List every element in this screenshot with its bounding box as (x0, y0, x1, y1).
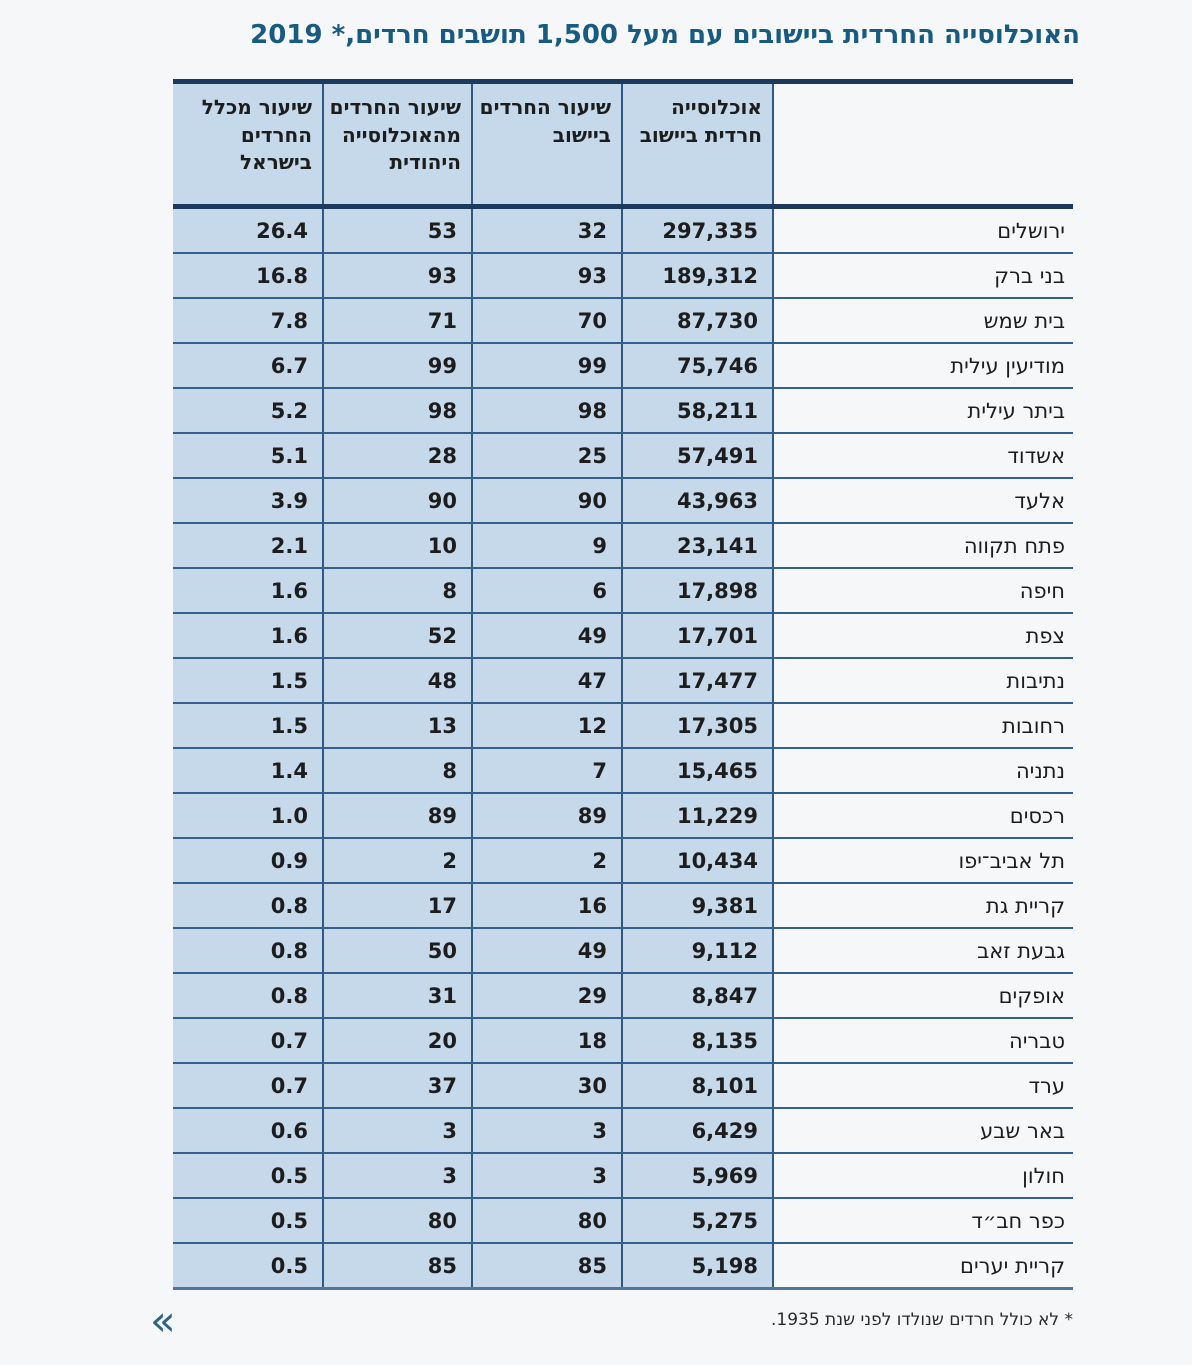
table-row (173, 883, 1073, 928)
table-row (173, 1018, 1073, 1063)
pct-city-value: 12 (472, 703, 622, 748)
pct-israel-value: 0.5 (173, 1198, 323, 1243)
table-row (173, 298, 1073, 343)
header-pct-israel: שיעור מכלל החרדים בישראל (173, 82, 323, 207)
city-name: חיפה (773, 568, 1073, 613)
pct-jewish-value: 85 (323, 1243, 472, 1289)
population-value: 43,963 (622, 478, 773, 523)
pct-jewish-value: 13 (323, 703, 472, 748)
pct-city-value: 2 (472, 838, 622, 883)
table-row (173, 253, 1073, 298)
population-value: 5,969 (622, 1153, 773, 1198)
city-name: נתיבות (773, 658, 1073, 703)
population-value: 23,141 (622, 523, 773, 568)
pct-israel-value: 0.9 (173, 838, 323, 883)
pct-city-value: 18 (472, 1018, 622, 1063)
population-value: 87,730 (622, 298, 773, 343)
population-value: 297,335 (622, 207, 773, 254)
footer (150, 1296, 1073, 1346)
header-pct-city: שיעור החרדים ביישוב (472, 82, 622, 207)
population-value: 8,135 (622, 1018, 773, 1063)
pct-israel-value: 3.9 (173, 478, 323, 523)
pct-jewish-value: 99 (323, 343, 472, 388)
pct-city-value: 25 (472, 433, 622, 478)
pct-city-value: 3 (472, 1153, 622, 1198)
pct-jewish-value: 20 (323, 1018, 472, 1063)
city-name: חולון (773, 1153, 1073, 1198)
population-value: 9,112 (622, 928, 773, 973)
table-row (173, 928, 1073, 973)
pct-jewish-value: 8 (323, 568, 472, 613)
header-population: אוכלוסייה חרדית ביישוב (622, 82, 773, 207)
pct-jewish-value: 93 (323, 253, 472, 298)
pct-jewish-value: 98 (323, 388, 472, 433)
population-value: 10,434 (622, 838, 773, 883)
population-value: 75,746 (622, 343, 773, 388)
pct-israel-value: 0.5 (173, 1153, 323, 1198)
city-name: כפר חב״ד (773, 1198, 1073, 1243)
pct-city-value: 80 (472, 1198, 622, 1243)
city-name: גבעת זאב (773, 928, 1073, 973)
pct-city-value: 99 (472, 343, 622, 388)
pct-city-value: 49 (472, 928, 622, 973)
pct-israel-value: 0.6 (173, 1108, 323, 1153)
pct-jewish-value: 37 (323, 1063, 472, 1108)
page-title: האוכלוסייה החרדית ביישובים עם מעל 1,500 תושבים חרדים,* 2019 (250, 20, 1080, 50)
city-name: ירושלים (773, 207, 1073, 254)
pct-city-value: 16 (472, 883, 622, 928)
city-name: טבריה (773, 1018, 1073, 1063)
pct-jewish-value: 2 (323, 838, 472, 883)
pct-israel-value: 16.8 (173, 253, 323, 298)
pct-city-value: 98 (472, 388, 622, 433)
city-name: ביתר עילית (773, 388, 1073, 433)
city-name: באר שבע (773, 1108, 1073, 1153)
pct-jewish-value: 71 (323, 298, 472, 343)
pct-city-value: 89 (472, 793, 622, 838)
table-row (173, 748, 1073, 793)
pct-israel-value: 1.5 (173, 703, 323, 748)
population-value: 17,701 (622, 613, 773, 658)
pct-city-value: 7 (472, 748, 622, 793)
population-value: 8,101 (622, 1063, 773, 1108)
pct-jewish-value: 8 (323, 748, 472, 793)
pct-israel-value: 2.1 (173, 523, 323, 568)
pct-city-value: 90 (472, 478, 622, 523)
population-value: 5,198 (622, 1243, 773, 1289)
city-name: קריית גת (773, 883, 1073, 928)
pct-israel-value: 6.7 (173, 343, 323, 388)
table-row (173, 703, 1073, 748)
city-name: רחובות (773, 703, 1073, 748)
pct-jewish-value: 10 (323, 523, 472, 568)
pct-city-value: 47 (472, 658, 622, 703)
population-value: 9,381 (622, 883, 773, 928)
pct-jewish-value: 3 (323, 1153, 472, 1198)
pct-city-value: 29 (472, 973, 622, 1018)
pct-city-value: 32 (472, 207, 622, 254)
pct-jewish-value: 89 (323, 793, 472, 838)
pct-israel-value: 0.8 (173, 973, 323, 1018)
table-row (173, 1063, 1073, 1108)
pct-israel-value: 1.5 (173, 658, 323, 703)
city-name: אלעד (773, 478, 1073, 523)
pct-jewish-value: 90 (323, 478, 472, 523)
city-name: רכסים (773, 793, 1073, 838)
city-name: נתניה (773, 748, 1073, 793)
pct-israel-value: 0.8 (173, 928, 323, 973)
table-row (173, 1108, 1073, 1153)
pct-city-value: 93 (472, 253, 622, 298)
pct-israel-value: 5.2 (173, 388, 323, 433)
table-row (173, 568, 1073, 613)
pct-jewish-value: 3 (323, 1108, 472, 1153)
population-value: 17,477 (622, 658, 773, 703)
pct-city-value: 85 (472, 1243, 622, 1289)
pct-israel-value: 0.8 (173, 883, 323, 928)
city-name: מודיעין עילית (773, 343, 1073, 388)
table-row (173, 523, 1073, 568)
population-value: 17,898 (622, 568, 773, 613)
table-row (173, 973, 1073, 1018)
city-name: ערד (773, 1063, 1073, 1108)
population-value: 11,229 (622, 793, 773, 838)
pct-jewish-value: 52 (323, 613, 472, 658)
pct-israel-value: 1.6 (173, 568, 323, 613)
pct-jewish-value: 17 (323, 883, 472, 928)
pct-israel-value: 26.4 (173, 207, 323, 254)
city-name: פתח תקווה (773, 523, 1073, 568)
city-name: בית שמש (773, 298, 1073, 343)
pct-israel-value: 0.7 (173, 1063, 323, 1108)
table-row (173, 388, 1073, 433)
city-name: קריית יערים (773, 1243, 1073, 1289)
haredi-population-table (173, 79, 1073, 1290)
table-row (173, 207, 1073, 254)
pct-israel-value: 5.1 (173, 433, 323, 478)
table-row (173, 433, 1073, 478)
pct-israel-value: 1.0 (173, 793, 323, 838)
pct-jewish-value: 80 (323, 1198, 472, 1243)
pct-city-value: 3 (472, 1108, 622, 1153)
pct-israel-value: 7.8 (173, 298, 323, 343)
pct-city-value: 6 (472, 568, 622, 613)
table-row (173, 343, 1073, 388)
population-value: 189,312 (622, 253, 773, 298)
population-value: 15,465 (622, 748, 773, 793)
city-name: צפת (773, 613, 1073, 658)
back-chevron-icon[interactable]: « (150, 1296, 176, 1346)
table-row (173, 1153, 1073, 1198)
header-row (173, 82, 1073, 207)
pct-jewish-value: 28 (323, 433, 472, 478)
population-value: 5,275 (622, 1198, 773, 1243)
footnote: * לא כולל חרדים שנולדו לפני שנת 1935. (770, 1310, 1073, 1331)
pct-jewish-value: 48 (323, 658, 472, 703)
pct-jewish-value: 50 (323, 928, 472, 973)
pct-jewish-value: 53 (323, 207, 472, 254)
pct-city-value: 30 (472, 1063, 622, 1108)
pct-jewish-value: 31 (323, 973, 472, 1018)
pct-israel-value: 0.5 (173, 1243, 323, 1289)
population-value: 6,429 (622, 1108, 773, 1153)
population-value: 58,211 (622, 388, 773, 433)
pct-city-value: 49 (472, 613, 622, 658)
pct-city-value: 70 (472, 298, 622, 343)
pct-israel-value: 0.7 (173, 1018, 323, 1063)
table-row (173, 793, 1073, 838)
header-city (773, 82, 1073, 207)
pct-israel-value: 1.6 (173, 613, 323, 658)
city-name: אופקים (773, 973, 1073, 1018)
table-row (173, 478, 1073, 523)
header-pct-jewish: שיעור החרדים מהאוכלוסייה היהודית (323, 82, 472, 207)
pct-city-value: 9 (472, 523, 622, 568)
table-row (173, 1243, 1073, 1289)
pct-israel-value: 1.4 (173, 748, 323, 793)
city-name: אשדוד (773, 433, 1073, 478)
table-row (173, 838, 1073, 883)
table-row (173, 658, 1073, 703)
table-row (173, 1198, 1073, 1243)
population-value: 57,491 (622, 433, 773, 478)
city-name: בני ברק (773, 253, 1073, 298)
population-value: 17,305 (622, 703, 773, 748)
population-value: 8,847 (622, 973, 773, 1018)
city-name: תל אביב־יפו (773, 838, 1073, 883)
table-row (173, 613, 1073, 658)
